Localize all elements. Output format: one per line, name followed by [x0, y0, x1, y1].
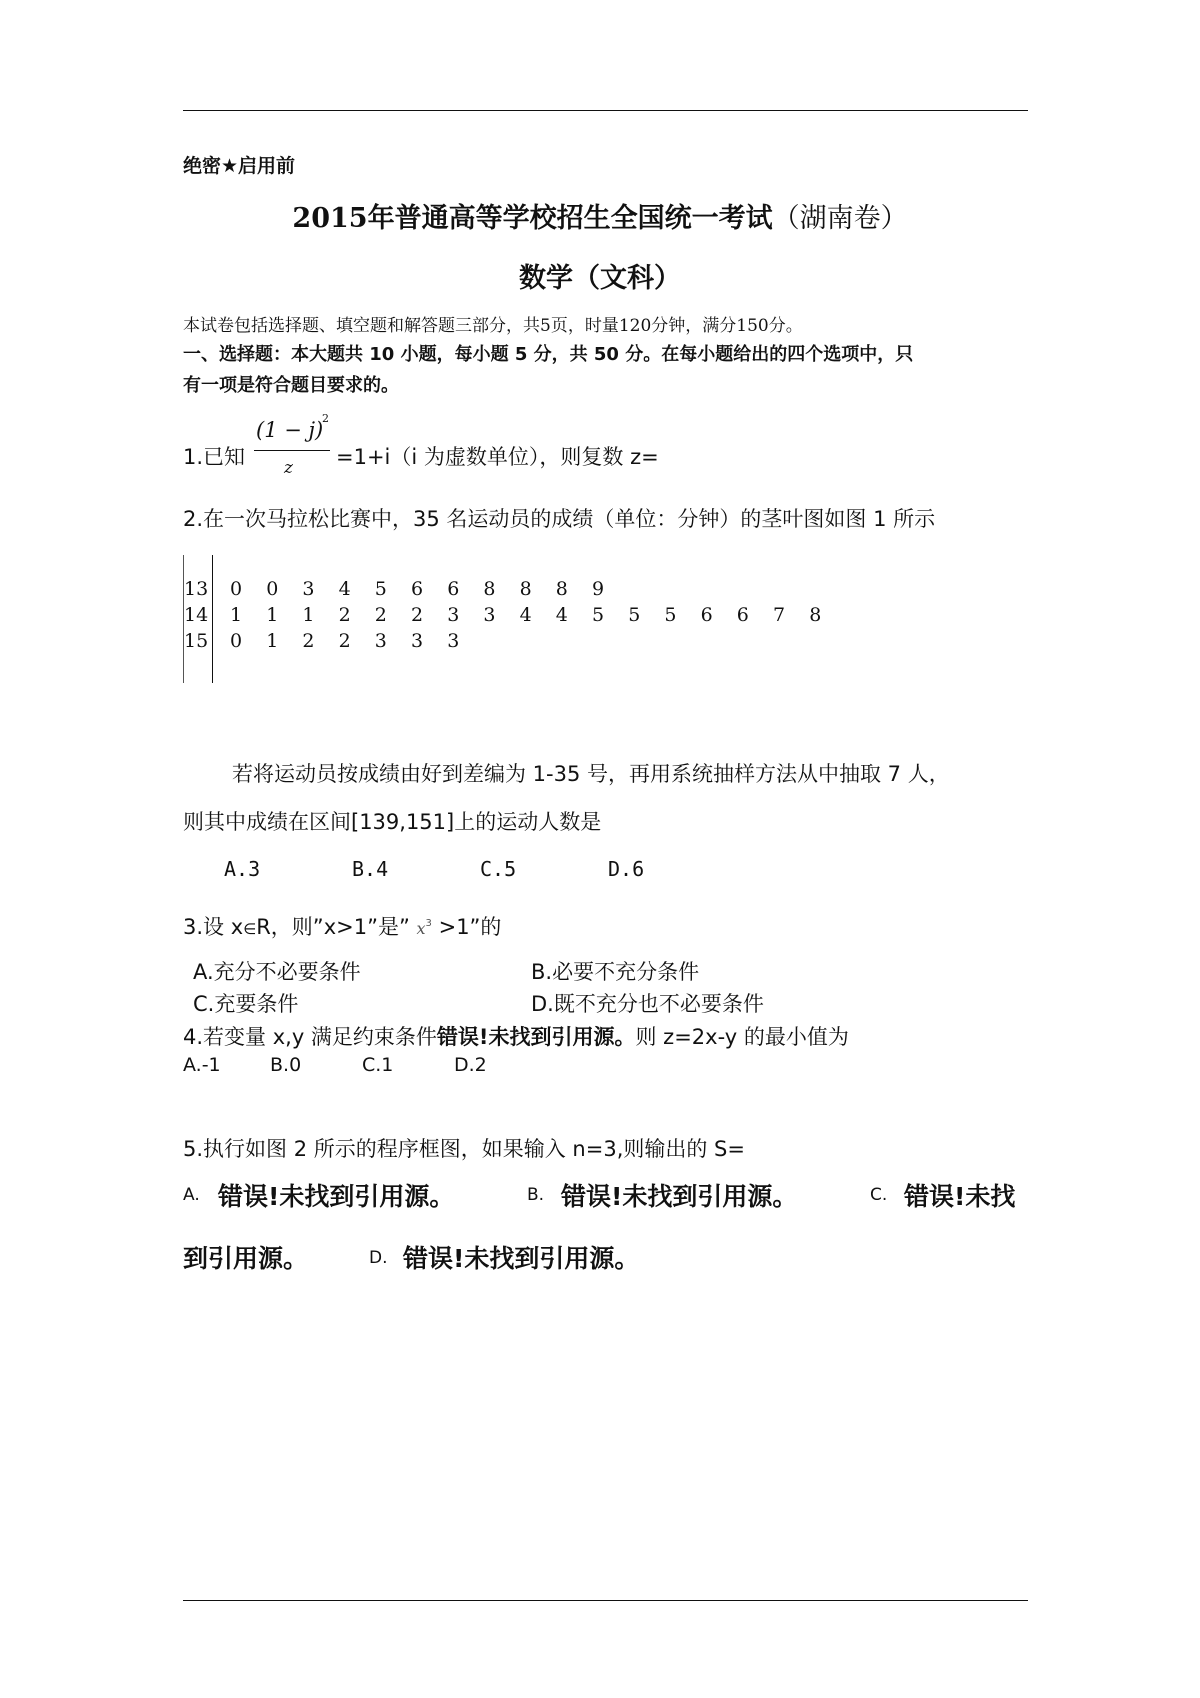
q5-value-c-part1: 错误!未找 [904, 1182, 1016, 1211]
q5-label-c: C. [870, 1185, 888, 1205]
leaf-13-2: 3 [302, 578, 315, 600]
leaf-14-7: 3 [483, 604, 496, 626]
exam-title-region: （湖南卷） [772, 203, 908, 234]
q3-text [183, 911, 501, 941]
stem-14: 14 [184, 604, 209, 626]
q3-element-of: ∈ [243, 920, 257, 938]
q4-option-d: D.2 [454, 1054, 487, 1076]
q4-error: 错误!未找到引用源。 [436, 1025, 636, 1049]
q2-body-line2: 则其中成绩在区间[139,151]上的运动人数是 [183, 810, 602, 834]
q2-option-c: C.5 [480, 857, 517, 881]
leaf-14-15: 7 [773, 604, 786, 626]
leaf-14-11: 5 [628, 604, 641, 626]
q4-option-c: C.1 [362, 1054, 394, 1076]
q4-text-a: 4.若变量 x,y 满足约束条件 [183, 1025, 437, 1049]
leaf-14-0: 1 [230, 604, 243, 626]
q1-frac-denominator: z [284, 458, 293, 478]
q2-text: 2.在一次马拉松比赛中，35 名运动员的成绩（单位：分钟）的茎叶图如图 1 所示 [183, 507, 936, 531]
q2-option-a: A.3 [224, 857, 261, 881]
stem-15: 15 [184, 630, 209, 652]
leaf-13-5: 6 [411, 578, 424, 600]
leaf-13-1: 0 [266, 578, 279, 600]
leaf-13-4: 5 [374, 578, 387, 600]
leaf-14-2: 1 [302, 604, 315, 626]
stem-13: 13 [184, 578, 209, 600]
leaf-15-6: 3 [447, 630, 460, 652]
leaf-13-6: 6 [447, 578, 460, 600]
q3-option-a: A.充分不必要条件 [193, 960, 361, 984]
bottom-rule [183, 1600, 1028, 1601]
intro-text: 本试卷包括选择题、填空题和解答题三部分，共5页，时量120分钟，满分150分。 [183, 316, 803, 336]
q1-frac-exponent: 2 [322, 412, 329, 425]
leaf-15-2: 2 [302, 630, 315, 652]
q3-text-a: 3.设 x [183, 915, 244, 939]
exam-title [0, 196, 1200, 235]
leaf-14-14: 6 [736, 604, 749, 626]
leaf-14-6: 3 [447, 604, 460, 626]
section1-line1: 一、选择题：本大题共 10 小题，每小题 5 分，共 50 分。在每小题给出的四个选项中，只 [183, 344, 914, 365]
q2-option-b: B.4 [352, 857, 389, 881]
q3-option-c: C.充要条件 [193, 992, 299, 1016]
leaf-13-3: 4 [338, 578, 351, 600]
q5-label-a: A. [183, 1185, 200, 1205]
subject-title: 数学（文科） [519, 263, 681, 294]
q2-option-d: D.6 [608, 857, 645, 881]
leaf-14-1: 1 [266, 604, 279, 626]
stem-leaf-divider [212, 555, 213, 683]
top-rule [183, 110, 1028, 111]
q1-frac-bar [254, 450, 330, 451]
secret-mark: 绝密★启用前 [183, 155, 296, 177]
leaf-14-13: 6 [700, 604, 713, 626]
leaf-15-3: 2 [338, 630, 351, 652]
q1-suffix: =1+i（i 为虚数单位），则复数 z= [336, 445, 659, 469]
leaf-15-4: 3 [374, 630, 387, 652]
leaf-13-8: 8 [519, 578, 532, 600]
leaf-15-5: 3 [411, 630, 424, 652]
section1-line2: 有一项是符合题目要求的。 [183, 375, 399, 396]
leaf-13-10: 9 [592, 578, 605, 600]
q5-label-d: D. [369, 1248, 388, 1268]
leaf-15-0: 0 [230, 630, 243, 652]
q4-text [183, 1021, 849, 1051]
leaf-13-7: 8 [483, 578, 496, 600]
q3-option-b: B.必要不充分条件 [531, 960, 700, 984]
leaf-14-16: 8 [809, 604, 822, 626]
q5-value-a: 错误!未找到引用源。 [218, 1182, 455, 1211]
q5-label-b: B. [527, 1185, 545, 1205]
leaf-15-1: 1 [266, 630, 279, 652]
q3-text-c: >1”的 [431, 915, 502, 939]
leaf-14-8: 4 [519, 604, 532, 626]
q4-text-b: 则 z=2x-y 的最小值为 [635, 1025, 849, 1049]
leaf-13-0: 0 [230, 578, 243, 600]
q5-value-b: 错误!未找到引用源。 [561, 1182, 798, 1211]
q1-frac-numerator: (1 − j) [256, 418, 324, 442]
q5-value-d: 错误!未找到引用源。 [403, 1244, 640, 1273]
leaf-14-10: 5 [592, 604, 605, 626]
exam-title-main: 2015年普通高等学校招生全国统一考试 [292, 203, 773, 234]
leaf-14-3: 2 [338, 604, 351, 626]
leaf-14-9: 4 [555, 604, 568, 626]
leaf-13-9: 8 [555, 578, 568, 600]
q3-option-d: D.既不充分也不必要条件 [531, 992, 764, 1016]
q3-x: x [416, 919, 426, 938]
leaf-14-5: 2 [411, 604, 424, 626]
q5-text: 5.执行如图 2 所示的程序框图，如果输入 n=3,则输出的 S= [183, 1137, 745, 1161]
q4-option-a: A.-1 [183, 1054, 221, 1076]
leaf-14-12: 5 [664, 604, 677, 626]
q3-cube: 3 [425, 918, 432, 929]
q1-fraction [252, 412, 332, 488]
q1-prefix: 1.已知 [183, 445, 246, 469]
q2-body-line1: 若将运动员按成绩由好到差编为 1-35 号，再用系统抽样方法从中抽取 7 人， [232, 762, 950, 786]
q5-value-c-part2: 到引用源。 [183, 1244, 309, 1273]
q4-option-b: B.0 [270, 1054, 302, 1076]
leaf-14-4: 2 [374, 604, 387, 626]
q3-text-b: R，则”x>1”是” [256, 915, 417, 939]
